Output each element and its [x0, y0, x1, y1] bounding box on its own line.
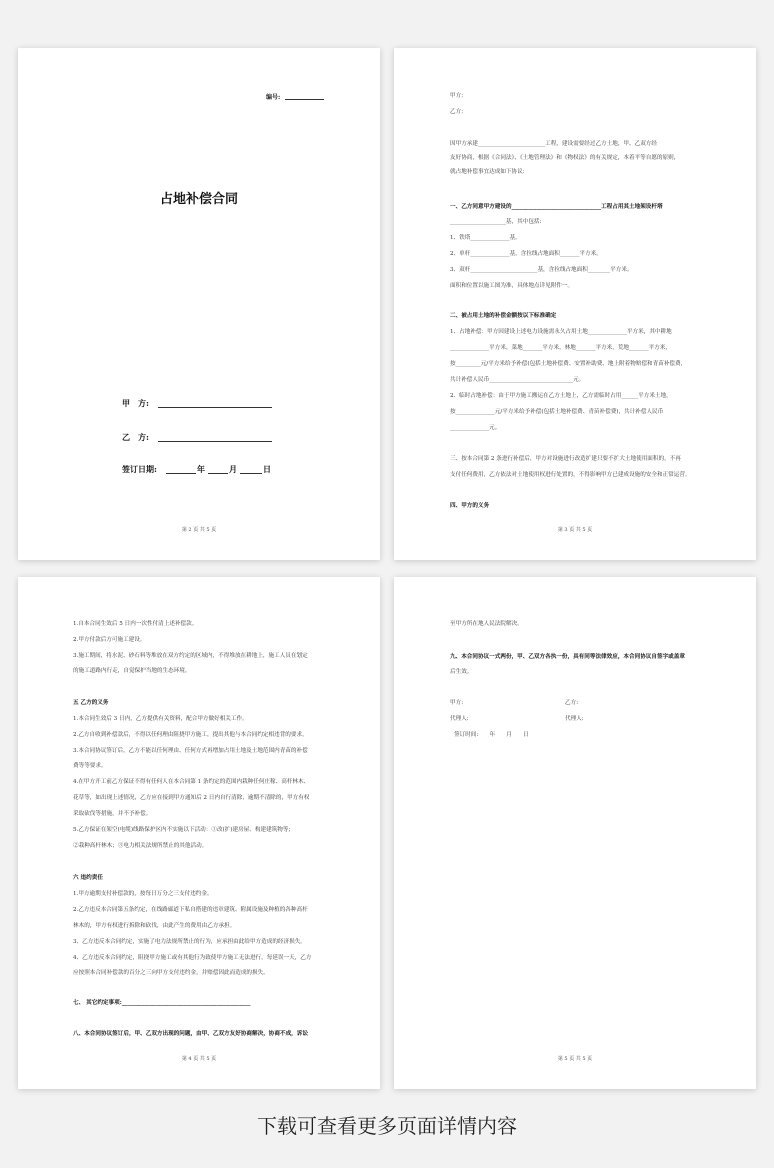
party-a-label: 甲 方: [122, 398, 149, 408]
sign-date-label: 签订日期: [122, 464, 157, 474]
paragraph-line: ____________________基，其中包括: [450, 219, 542, 225]
paragraph-line: 应按照本合同补偿款的百分之三向甲方支付违约金，并赔偿因此而造成的损失。 [73, 970, 269, 976]
paragraph-line: 2.甲方付款后方可施工建设。 [73, 637, 146, 643]
paragraph-line: ______________平方米，菜地_______平方米，林地_______平方米，荒地_______平方米， [450, 345, 671, 351]
party-b-agent-label: 代理人: [565, 716, 584, 722]
paragraph-line: ②栽种高杆林木；③电力相关法规所禁止的其他活动。 [73, 843, 208, 849]
paragraph-line: 费等等要求。 [73, 763, 107, 769]
paragraph-line: 的施工道路内行走，自觉保护当地的生态环境。 [73, 668, 191, 674]
page-footer: 第 2 页 共 5 页 [181, 527, 217, 533]
download-caption: 下载可查看更多页面详情内容 [257, 1114, 517, 1138]
paragraph-line: ______________元。 [450, 425, 501, 431]
contract-page-3 [18, 577, 380, 1089]
section-heading: 九、本合同协议一式两份，甲、乙双方各执一份，具有同等法律效应，本合同协议自签字或盖章 [450, 654, 685, 660]
paragraph-line: 采取砍伐等措施，并不予补偿。 [73, 811, 152, 817]
paragraph-line: 2、临时占地补偿：由于甲方施工搬运在乙方土地上，乙方需临时占用______平方米土地， [450, 393, 672, 399]
party-b-label: 乙 方: [122, 432, 149, 442]
paragraph-line: 支付任何费用，乙方依法对土地使用权进行处置的，不得影响甲方已建成设施的安全和正常运营。 [450, 472, 691, 478]
section-heading: 七、 其它约定事项:______________________________________________ [73, 1000, 251, 1006]
paragraph-line: 2.乙方自收到补偿款后，不得以任何理由阻挠甲方施工，提出其他与本合同约定相违背的要求。 [73, 732, 308, 738]
party-a-line [158, 407, 272, 408]
year-line [166, 473, 196, 474]
sign-time-label: 签订时间: 年 月 日 [454, 732, 529, 738]
page-footer: 第 4 页 共 5 页 [181, 1056, 217, 1062]
contract-page-2 [394, 48, 756, 560]
paragraph-line: 4、乙方违反本合同约定，阻挠甲方施工或有其他行为致使甲方施工无法进行，每延误一天，乙方 [73, 955, 312, 961]
paragraph-line: 面积和位置以施工图为准，具体地点详见附件一。 [450, 283, 574, 289]
paragraph-line: 3、乙方违反本合同约定，实施了电力法规所禁止的行为，应承担由此给甲方造成的经济损失。 [73, 939, 306, 945]
page-footer: 第 3 页 共 5 页 [557, 527, 593, 533]
paragraph-line: 按______________元/平方米给予补偿(包括土地补偿费、青苗补偿费)，共计补偿人民币 [450, 409, 664, 415]
party-b-line [158, 441, 272, 442]
party-b-signature-label: 乙方: [565, 700, 579, 706]
paragraph-line: 1、铁塔______________基。 [450, 235, 521, 241]
paragraph-line: 1、占地补偿：甲方因建设上述电力设施需永久占用土地______________平方米，其中耕地 [450, 329, 672, 335]
section-heading: 五 乙方的义务 [73, 700, 109, 706]
contract-number-line [285, 99, 324, 100]
paragraph-line: 就占地补偿事宜达成如下协议: [450, 169, 525, 175]
section-heading: 四、甲方的义务 [450, 503, 490, 509]
month-line [208, 473, 228, 474]
contract-page-4 [394, 577, 756, 1089]
paragraph-line: 林木的，甲方有权进行拆除和砍伐，由此产生的费用由乙方承担。 [73, 923, 236, 929]
section-heading: 八、本合同协议签订后，甲、乙双方出现的问题，由甲、乙双方友好协商解决，协商不成，诉讼 [73, 1031, 308, 1037]
paragraph-line: 4.在甲方开工前乙方保证不得有任何人在本合同第 1 条约定的范围内栽种任何庄稼、高杆林木、 [73, 779, 310, 785]
paragraph-line: 5.乙方保证在架空(电缆)线路保护区内不实施以下活动：①改(扩)建房屋、构建建筑物等; [73, 827, 291, 833]
paragraph-line: 友好协商，根据《合同法》、《土地管理法》和《物权法》的有关规定，本着平等自愿的原则， [450, 155, 680, 161]
paragraph-line: 至甲方所在地人民法院解决。 [450, 621, 523, 627]
paragraph-line: 3、双杆________________________基，含拉线占地面积________平方米。 [450, 267, 633, 273]
month-label: 月 [229, 464, 237, 474]
paragraph-line: 1.本合同生效后 3 日内，乙方提供有关资料，配合甲方做好相关工作。 [73, 716, 248, 722]
section-heading: 一、乙方同意甲方建设的________________________________工程占用其土地架设杆塔 [450, 204, 663, 210]
paragraph-line: 后生效。 [450, 669, 473, 675]
paragraph-line: 3.本合同协议签订后，乙方不能以任何理由、任何方式再增加占用土地及土地范围内青苗的补偿 [73, 748, 308, 754]
day-label: 日 [263, 464, 271, 474]
party-a-line: 甲方: [450, 93, 464, 99]
party-b-line: 乙方: [450, 109, 464, 115]
section-heading: 二、被占用土地的补偿金额按以下标准确定 [450, 313, 557, 319]
party-a-signature-label: 甲方: [450, 700, 464, 706]
contract-number-label: 编号: [266, 94, 281, 101]
page-footer: 第 5 页 共 5 页 [557, 1056, 593, 1062]
paragraph-line: 共计补偿人民币______________________________元。 [450, 377, 585, 383]
year-label: 年 [197, 464, 205, 474]
section-heading: 六 违约责任 [73, 875, 103, 881]
paragraph-line: 3.施工期间，将水泥、砂石料等堆放在双方约定的区域内，不得堆放在耕地上，施工人员在划定 [73, 653, 308, 659]
document-title: 占地补偿合同 [159, 192, 238, 207]
paragraph-line: 1.甲方逾期支付补偿款的，按每日万分之三支付违约金。 [73, 891, 213, 897]
paragraph-line: 2、单杆______________基，含拉线占地面积_______平方米。 [450, 251, 602, 257]
day-line [240, 473, 262, 474]
paragraph-line: 1.自本合同生效后 5 日内一次性付清上述补偿款。 [73, 621, 198, 627]
contract-page-cover [18, 48, 380, 560]
party-a-agent-label: 代理人: [450, 716, 469, 722]
paragraph-line: 2.乙方违反本合同第五条约定，在线路廊道下私自搭建的违章建筑、附属设施及种植的各种高杆 [73, 907, 308, 913]
paragraph-line: 花草等，如出现上述情况，乙方应在接到甲方通知后 2 日内自行清除，逾期不清除的，甲方有权 [73, 795, 310, 801]
paragraph-line: 按_________元/平方米给予补偿(包括土地补偿费、安置补助费、地上附着物赔偿和青苗补偿费， [450, 361, 687, 367]
paragraph-line: 因甲方承建________________________工程，建设需要经过乙方土地，甲、乙双方经 [450, 141, 657, 147]
paragraph-line: 三、按本合同第 2 条进行补偿后，甲方对设施进行改造扩建只要不扩大土地使用面积的，不再 [450, 456, 681, 462]
